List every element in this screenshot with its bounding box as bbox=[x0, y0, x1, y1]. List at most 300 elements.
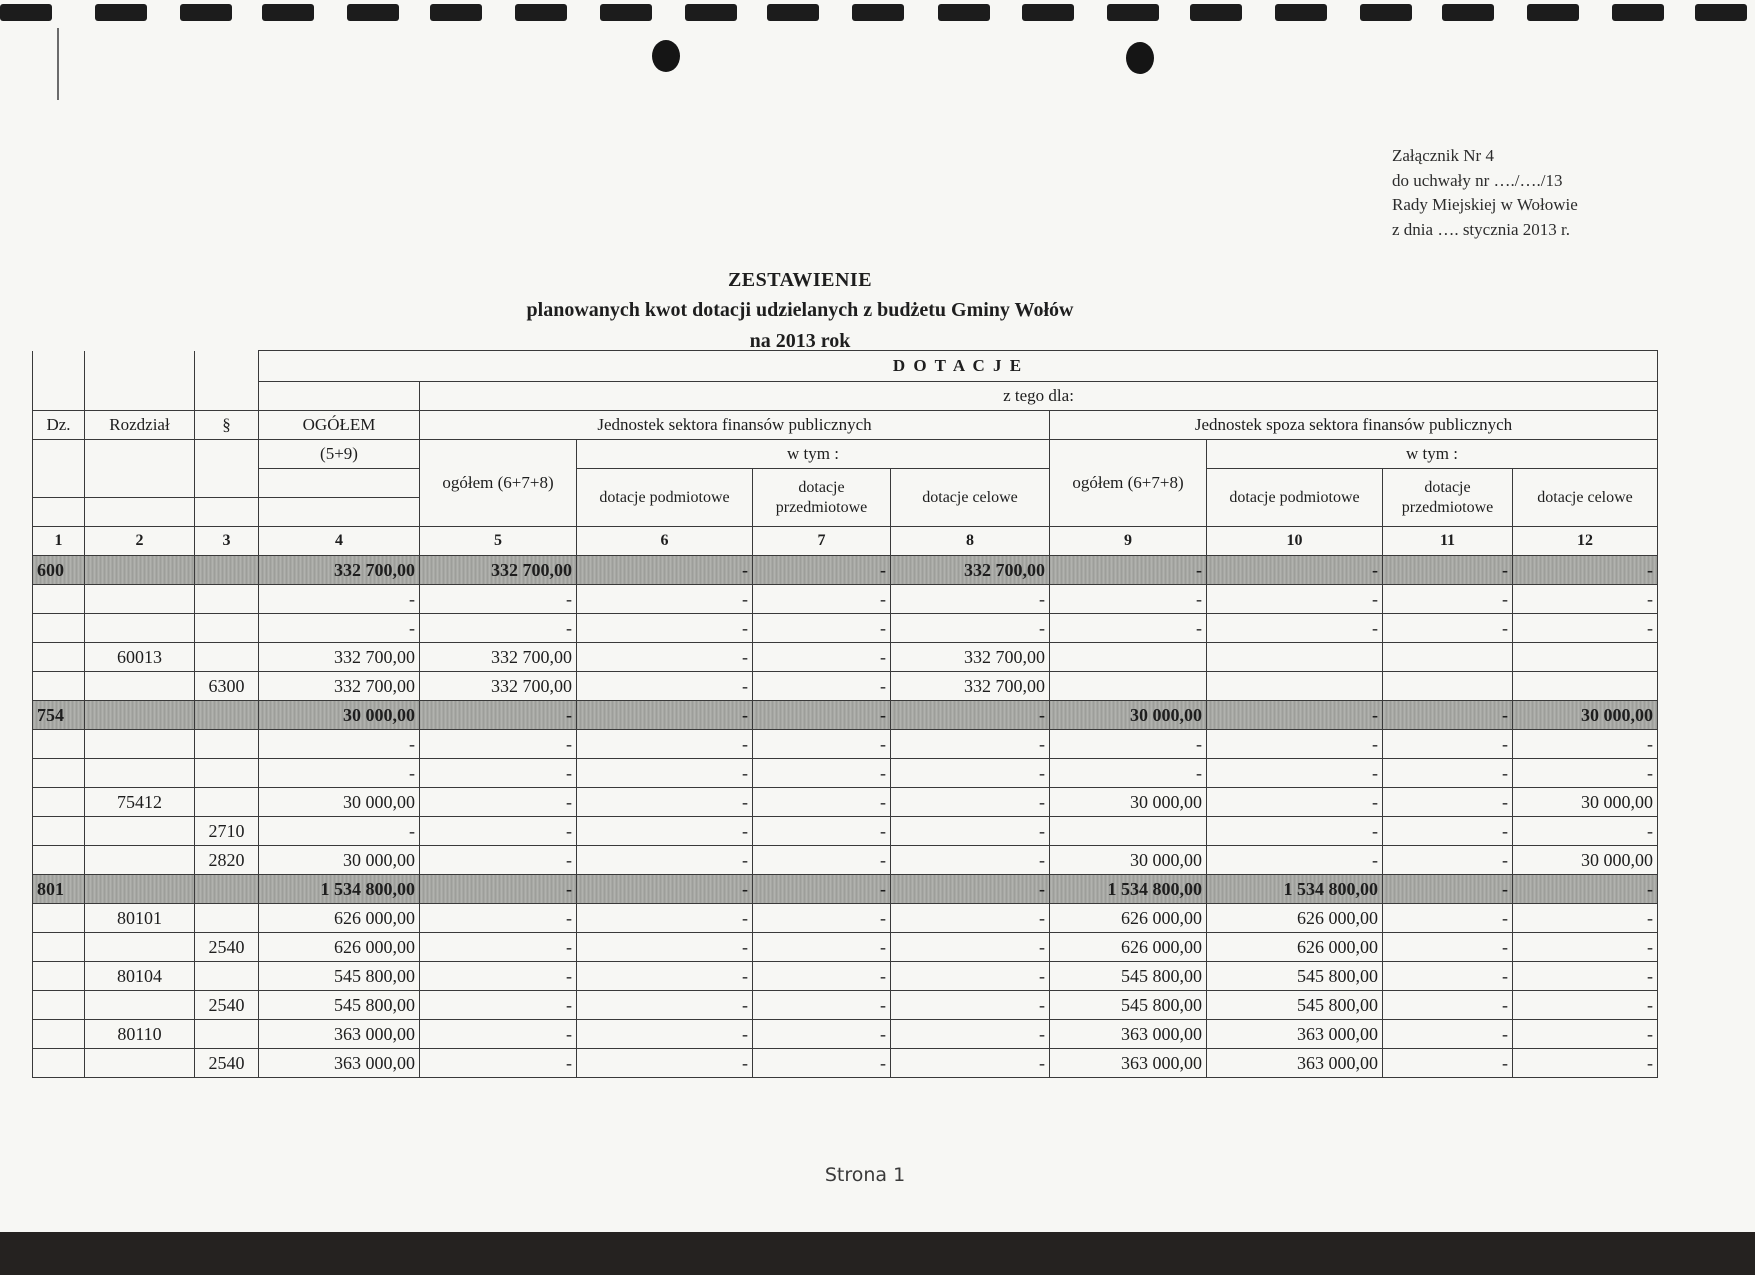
title-line-2: planowanych kwot dotacji udzielanych z budżetu Gminy Wołów bbox=[526, 299, 1074, 321]
cell-col-2 bbox=[85, 701, 195, 730]
cell-col-10: 545 800,00 bbox=[1207, 991, 1383, 1020]
cell-col-1 bbox=[33, 614, 85, 643]
cell-col-9: - bbox=[1050, 759, 1207, 788]
cell-col-1 bbox=[33, 672, 85, 701]
cell-col-12: 30 000,00 bbox=[1513, 701, 1658, 730]
cell-col-8: - bbox=[891, 817, 1050, 846]
cell-col-12: - bbox=[1513, 1020, 1658, 1049]
punch-dash bbox=[347, 4, 399, 21]
table-row bbox=[33, 817, 1658, 846]
header-public-sector: Jednostek sektora finansów publicznych bbox=[420, 411, 1050, 440]
cell-col-11: - bbox=[1383, 556, 1513, 585]
header-blank bbox=[85, 382, 195, 411]
cell-col-11: - bbox=[1383, 759, 1513, 788]
cell-col-8: - bbox=[891, 1049, 1050, 1078]
cell-col-4: 626 000,00 bbox=[259, 904, 420, 933]
punch-dash bbox=[0, 4, 52, 21]
cell-col-3 bbox=[195, 1020, 259, 1049]
header-dotacje-celowe: dotacje celowe bbox=[891, 469, 1050, 527]
column-number: 11 bbox=[1383, 527, 1513, 556]
cell-col-5: - bbox=[420, 991, 577, 1020]
cell-col-3 bbox=[195, 614, 259, 643]
cell-col-4: - bbox=[259, 614, 420, 643]
cell-col-9: 626 000,00 bbox=[1050, 904, 1207, 933]
header-nonpublic-w-tym: w tym : bbox=[1207, 440, 1658, 469]
cell-col-6: - bbox=[577, 846, 753, 875]
cell-col-12: - bbox=[1513, 585, 1658, 614]
cell-col-4: - bbox=[259, 759, 420, 788]
cell-col-5: - bbox=[420, 933, 577, 962]
header-blank bbox=[195, 351, 259, 382]
cell-col-7: - bbox=[753, 933, 891, 962]
punch-dash bbox=[852, 4, 904, 21]
header-blank bbox=[33, 382, 85, 411]
header-rozdzial: Rozdział bbox=[85, 411, 195, 440]
cell-col-2 bbox=[85, 875, 195, 904]
cell-col-4: 30 000,00 bbox=[259, 701, 420, 730]
cell-col-5: 332 700,00 bbox=[420, 672, 577, 701]
cell-col-10: 626 000,00 bbox=[1207, 933, 1383, 962]
cell-col-1 bbox=[33, 643, 85, 672]
cell-col-11: - bbox=[1383, 875, 1513, 904]
cell-col-10: 545 800,00 bbox=[1207, 962, 1383, 991]
punch-dash bbox=[1612, 4, 1664, 21]
column-number-row bbox=[33, 527, 1658, 556]
punch-dash bbox=[430, 4, 482, 21]
cell-col-6: - bbox=[577, 991, 753, 1020]
cell-col-9: 626 000,00 bbox=[1050, 933, 1207, 962]
header-blank bbox=[85, 351, 195, 382]
cell-col-4: 332 700,00 bbox=[259, 556, 420, 585]
cell-col-2 bbox=[85, 846, 195, 875]
cell-col-12: - bbox=[1513, 1049, 1658, 1078]
cell-col-12: - bbox=[1513, 904, 1658, 933]
punch-dash bbox=[95, 4, 147, 21]
cell-col-3: 6300 bbox=[195, 672, 259, 701]
cell-col-9: - bbox=[1050, 730, 1207, 759]
cell-col-11: - bbox=[1383, 846, 1513, 875]
column-number: 12 bbox=[1513, 527, 1658, 556]
punch-hole-right bbox=[1126, 42, 1154, 74]
cell-col-6: - bbox=[577, 1049, 753, 1078]
cell-col-9: - bbox=[1050, 614, 1207, 643]
cell-col-12: - bbox=[1513, 817, 1658, 846]
punch-dash bbox=[262, 4, 314, 21]
cell-col-12: 30 000,00 bbox=[1513, 846, 1658, 875]
punch-dash bbox=[1022, 4, 1074, 21]
column-number: 1 bbox=[33, 527, 85, 556]
cell-col-7: - bbox=[753, 701, 891, 730]
cell-col-8: - bbox=[891, 585, 1050, 614]
cell-col-7: - bbox=[753, 1049, 891, 1078]
cell-col-12: - bbox=[1513, 875, 1658, 904]
cell-col-5: 332 700,00 bbox=[420, 643, 577, 672]
cell-col-10 bbox=[1207, 672, 1383, 701]
cell-col-5: - bbox=[420, 962, 577, 991]
cell-col-12: 30 000,00 bbox=[1513, 788, 1658, 817]
cell-col-10: 626 000,00 bbox=[1207, 904, 1383, 933]
cell-col-8: - bbox=[891, 788, 1050, 817]
cell-col-5: - bbox=[420, 701, 577, 730]
header-nonpublic-sector: Jednostek spoza sektora finansów publicznych bbox=[1050, 411, 1658, 440]
cell-col-3: 2710 bbox=[195, 817, 259, 846]
column-number: 10 bbox=[1207, 527, 1383, 556]
cell-col-3: 2820 bbox=[195, 846, 259, 875]
cell-col-6: - bbox=[577, 875, 753, 904]
cell-col-11: - bbox=[1383, 991, 1513, 1020]
cell-col-11: - bbox=[1383, 701, 1513, 730]
cell-col-11: - bbox=[1383, 1049, 1513, 1078]
binding-punch-strip bbox=[0, 0, 1755, 26]
cell-col-4: 545 800,00 bbox=[259, 962, 420, 991]
punch-dash bbox=[1695, 4, 1747, 21]
column-number: 8 bbox=[891, 527, 1050, 556]
punch-dash bbox=[1360, 4, 1412, 21]
cell-col-12: - bbox=[1513, 991, 1658, 1020]
cell-col-7: - bbox=[753, 585, 891, 614]
cell-col-3 bbox=[195, 759, 259, 788]
cell-col-7: - bbox=[753, 672, 891, 701]
cell-col-4: 332 700,00 bbox=[259, 643, 420, 672]
column-number: 6 bbox=[577, 527, 753, 556]
title-line-1: ZESTAWIENIE bbox=[727, 269, 873, 291]
cell-col-8: - bbox=[891, 962, 1050, 991]
header-blank bbox=[85, 469, 195, 498]
cell-col-8: - bbox=[891, 875, 1050, 904]
cell-col-11: - bbox=[1383, 730, 1513, 759]
cell-col-3 bbox=[195, 875, 259, 904]
table-row bbox=[33, 643, 1658, 672]
cell-col-2 bbox=[85, 585, 195, 614]
cell-col-5: - bbox=[420, 614, 577, 643]
table-row bbox=[33, 962, 1658, 991]
cell-col-4: 363 000,00 bbox=[259, 1049, 420, 1078]
cell-col-10: - bbox=[1207, 614, 1383, 643]
cell-col-9: 545 800,00 bbox=[1050, 962, 1207, 991]
cell-col-8: 332 700,00 bbox=[891, 672, 1050, 701]
cell-col-4: 626 000,00 bbox=[259, 933, 420, 962]
punch-dash bbox=[180, 4, 232, 21]
cell-col-2 bbox=[85, 614, 195, 643]
scan-bottom-edge bbox=[0, 1232, 1755, 1275]
table-body bbox=[33, 556, 1658, 1078]
header-blank bbox=[33, 469, 85, 498]
cell-col-8: 332 700,00 bbox=[891, 643, 1050, 672]
cell-col-2 bbox=[85, 672, 195, 701]
cell-col-7: - bbox=[753, 904, 891, 933]
cell-col-12: - bbox=[1513, 759, 1658, 788]
cell-col-2 bbox=[85, 730, 195, 759]
cell-col-10: - bbox=[1207, 701, 1383, 730]
cell-col-11: - bbox=[1383, 817, 1513, 846]
cell-col-3 bbox=[195, 962, 259, 991]
cell-col-5: - bbox=[420, 788, 577, 817]
header-blank bbox=[259, 498, 420, 527]
cell-col-1 bbox=[33, 933, 85, 962]
cell-col-11: - bbox=[1383, 933, 1513, 962]
table-row bbox=[33, 759, 1658, 788]
cell-col-4: - bbox=[259, 585, 420, 614]
header-dotacje-celowe: dotacje celowe bbox=[1513, 469, 1658, 527]
header-blank bbox=[195, 382, 259, 411]
cell-col-10: - bbox=[1207, 846, 1383, 875]
cell-col-4: 363 000,00 bbox=[259, 1020, 420, 1049]
cell-col-6: - bbox=[577, 585, 753, 614]
cell-col-10 bbox=[1207, 643, 1383, 672]
cell-col-5: - bbox=[420, 1020, 577, 1049]
cell-col-10: 1 534 800,00 bbox=[1207, 875, 1383, 904]
cell-col-8: - bbox=[891, 759, 1050, 788]
cell-col-6: - bbox=[577, 788, 753, 817]
punch-dash bbox=[767, 4, 819, 21]
cell-col-1 bbox=[33, 962, 85, 991]
cell-col-7: - bbox=[753, 1020, 891, 1049]
cell-col-1 bbox=[33, 585, 85, 614]
cell-col-10: - bbox=[1207, 585, 1383, 614]
cell-col-4: 30 000,00 bbox=[259, 846, 420, 875]
cell-col-9 bbox=[1050, 643, 1207, 672]
cell-col-5: - bbox=[420, 904, 577, 933]
header-dotacje: D O T A C J E bbox=[259, 351, 1658, 382]
cell-col-10: 363 000,00 bbox=[1207, 1020, 1383, 1049]
cell-col-6: - bbox=[577, 614, 753, 643]
cell-col-10: - bbox=[1207, 759, 1383, 788]
cell-col-9: 30 000,00 bbox=[1050, 788, 1207, 817]
annex-line-3: Rady Miejskiej w Wołowie bbox=[1392, 195, 1578, 214]
cell-col-4: 30 000,00 bbox=[259, 788, 420, 817]
header-dotacje-przedmiotowe: dotacje przedmiotowe bbox=[1383, 469, 1513, 527]
cell-col-7: - bbox=[753, 962, 891, 991]
cell-col-3 bbox=[195, 730, 259, 759]
annex-note bbox=[1392, 144, 1578, 242]
annex-line-4: z dnia …. stycznia 2013 r. bbox=[1392, 219, 1570, 239]
document-title bbox=[0, 266, 1600, 356]
table-row bbox=[33, 904, 1658, 933]
cell-col-6: - bbox=[577, 759, 753, 788]
column-number: 7 bbox=[753, 527, 891, 556]
header-blank bbox=[195, 469, 259, 498]
margin-mark bbox=[57, 28, 59, 100]
cell-col-3: 2540 bbox=[195, 991, 259, 1020]
cell-col-4: 332 700,00 bbox=[259, 672, 420, 701]
cell-col-11: - bbox=[1383, 962, 1513, 991]
cell-col-8: - bbox=[891, 933, 1050, 962]
cell-col-1: 801 bbox=[33, 875, 85, 904]
column-number: 9 bbox=[1050, 527, 1207, 556]
cell-col-11 bbox=[1383, 672, 1513, 701]
cell-col-7: - bbox=[753, 614, 891, 643]
cell-col-12: - bbox=[1513, 933, 1658, 962]
cell-col-3 bbox=[195, 701, 259, 730]
punch-dash bbox=[515, 4, 567, 21]
header-blank bbox=[195, 498, 259, 527]
cell-col-2 bbox=[85, 933, 195, 962]
cell-col-4: - bbox=[259, 730, 420, 759]
cell-col-2 bbox=[85, 759, 195, 788]
cell-col-8: - bbox=[891, 904, 1050, 933]
table-row bbox=[33, 846, 1658, 875]
cell-col-11: - bbox=[1383, 585, 1513, 614]
title-line-3: na 2013 rok bbox=[749, 330, 851, 352]
header-ogolem: OGÓŁEM bbox=[259, 411, 420, 440]
cell-col-12: - bbox=[1513, 730, 1658, 759]
cell-col-6: - bbox=[577, 556, 753, 585]
cell-col-7: - bbox=[753, 730, 891, 759]
cell-col-2: 80101 bbox=[85, 904, 195, 933]
cell-col-8: - bbox=[891, 846, 1050, 875]
cell-col-5: - bbox=[420, 817, 577, 846]
cell-col-5: - bbox=[420, 730, 577, 759]
table-row bbox=[33, 730, 1658, 759]
cell-col-11: - bbox=[1383, 614, 1513, 643]
annex-line-2: do uchwały nr …./…./13 bbox=[1392, 170, 1563, 190]
cell-col-6: - bbox=[577, 672, 753, 701]
cell-col-2 bbox=[85, 1049, 195, 1078]
cell-col-12: - bbox=[1513, 556, 1658, 585]
cell-col-7: - bbox=[753, 556, 891, 585]
cell-col-6: - bbox=[577, 730, 753, 759]
cell-col-7: - bbox=[753, 991, 891, 1020]
punch-dash bbox=[1190, 4, 1242, 21]
cell-col-3 bbox=[195, 904, 259, 933]
cell-col-9: 30 000,00 bbox=[1050, 701, 1207, 730]
cell-col-3 bbox=[195, 585, 259, 614]
cell-col-11: - bbox=[1383, 904, 1513, 933]
cell-col-9: 30 000,00 bbox=[1050, 846, 1207, 875]
cell-col-2 bbox=[85, 991, 195, 1020]
header-blank bbox=[195, 440, 259, 469]
cell-col-6: - bbox=[577, 933, 753, 962]
cell-col-8: 332 700,00 bbox=[891, 556, 1050, 585]
cell-col-9: - bbox=[1050, 556, 1207, 585]
cell-col-1: 754 bbox=[33, 701, 85, 730]
punch-dash bbox=[1275, 4, 1327, 21]
cell-col-7: - bbox=[753, 846, 891, 875]
annex-line-1: Załącznik Nr 4 bbox=[1392, 146, 1494, 165]
cell-col-4: 545 800,00 bbox=[259, 991, 420, 1020]
table-row bbox=[33, 991, 1658, 1020]
cell-col-8: - bbox=[891, 730, 1050, 759]
punch-dash bbox=[938, 4, 990, 21]
page-number: Strona 1 bbox=[824, 1164, 906, 1186]
cell-col-11: - bbox=[1383, 1020, 1513, 1049]
punch-dash bbox=[1107, 4, 1159, 21]
cell-col-10: - bbox=[1207, 556, 1383, 585]
table-row bbox=[33, 1020, 1658, 1049]
cell-col-4: 1 534 800,00 bbox=[259, 875, 420, 904]
cell-col-7: - bbox=[753, 817, 891, 846]
header-dotacje-podmiotowe: dotacje podmiotowe bbox=[577, 469, 753, 527]
punch-dash bbox=[1527, 4, 1579, 21]
cell-col-10: - bbox=[1207, 730, 1383, 759]
cell-col-7: - bbox=[753, 643, 891, 672]
header-ogolem-formula: (5+9) bbox=[259, 440, 420, 469]
header-blank bbox=[33, 498, 85, 527]
cell-col-1 bbox=[33, 817, 85, 846]
cell-col-9: - bbox=[1050, 585, 1207, 614]
cell-col-1 bbox=[33, 1020, 85, 1049]
cell-col-2: 75412 bbox=[85, 788, 195, 817]
cell-col-11: - bbox=[1383, 788, 1513, 817]
header-public-w-tym: w tym : bbox=[577, 440, 1050, 469]
cell-col-5: 332 700,00 bbox=[420, 556, 577, 585]
punch-dash bbox=[1442, 4, 1494, 21]
cell-col-2: 80110 bbox=[85, 1020, 195, 1049]
cell-col-9 bbox=[1050, 817, 1207, 846]
cell-col-4: - bbox=[259, 817, 420, 846]
cell-col-5: - bbox=[420, 846, 577, 875]
cell-col-6: - bbox=[577, 962, 753, 991]
cell-col-6: - bbox=[577, 701, 753, 730]
cell-col-12 bbox=[1513, 643, 1658, 672]
cell-col-7: - bbox=[753, 788, 891, 817]
cell-col-6: - bbox=[577, 643, 753, 672]
cell-col-9: 1 534 800,00 bbox=[1050, 875, 1207, 904]
cell-col-12 bbox=[1513, 672, 1658, 701]
grants-table bbox=[32, 350, 1658, 1078]
header-blank bbox=[85, 498, 195, 527]
header-dz: Dz. bbox=[33, 411, 85, 440]
cell-col-9: 363 000,00 bbox=[1050, 1020, 1207, 1049]
cell-col-8: - bbox=[891, 614, 1050, 643]
header-paragraph: § bbox=[195, 411, 259, 440]
cell-col-6: - bbox=[577, 904, 753, 933]
column-number: 3 bbox=[195, 527, 259, 556]
table-row bbox=[33, 1049, 1658, 1078]
punch-dash bbox=[685, 4, 737, 21]
cell-col-3 bbox=[195, 643, 259, 672]
cell-col-6: - bbox=[577, 1020, 753, 1049]
header-z-tego-dla: z tego dla: bbox=[420, 382, 1658, 411]
cell-col-5: - bbox=[420, 759, 577, 788]
cell-col-1 bbox=[33, 904, 85, 933]
cell-col-5: - bbox=[420, 585, 577, 614]
cell-col-10: - bbox=[1207, 817, 1383, 846]
cell-col-1: 600 bbox=[33, 556, 85, 585]
division-total-row bbox=[33, 701, 1658, 730]
cell-col-1 bbox=[33, 1049, 85, 1078]
cell-col-10: - bbox=[1207, 788, 1383, 817]
cell-col-7: - bbox=[753, 875, 891, 904]
cell-col-2 bbox=[85, 556, 195, 585]
cell-col-3 bbox=[195, 788, 259, 817]
cell-col-9 bbox=[1050, 672, 1207, 701]
cell-col-9: 363 000,00 bbox=[1050, 1049, 1207, 1078]
punch-dash bbox=[600, 4, 652, 21]
column-number: 4 bbox=[259, 527, 420, 556]
cell-col-12: - bbox=[1513, 962, 1658, 991]
table-row bbox=[33, 672, 1658, 701]
cell-col-3: 2540 bbox=[195, 1049, 259, 1078]
header-blank bbox=[33, 440, 85, 469]
cell-col-5: - bbox=[420, 875, 577, 904]
header-blank bbox=[85, 440, 195, 469]
header-public-ogolem: ogółem (6+7+8) bbox=[420, 440, 577, 527]
table-row bbox=[33, 788, 1658, 817]
cell-col-12: - bbox=[1513, 614, 1658, 643]
cell-col-3: 2540 bbox=[195, 933, 259, 962]
cell-col-6: - bbox=[577, 817, 753, 846]
cell-col-9: 545 800,00 bbox=[1050, 991, 1207, 1020]
division-total-row bbox=[33, 875, 1658, 904]
cell-col-1 bbox=[33, 759, 85, 788]
table-row bbox=[33, 585, 1658, 614]
header-dotacje-podmiotowe: dotacje podmiotowe bbox=[1207, 469, 1383, 527]
cell-col-2: 60013 bbox=[85, 643, 195, 672]
cell-col-11 bbox=[1383, 643, 1513, 672]
header-blank bbox=[259, 382, 420, 411]
header-blank bbox=[259, 469, 420, 498]
